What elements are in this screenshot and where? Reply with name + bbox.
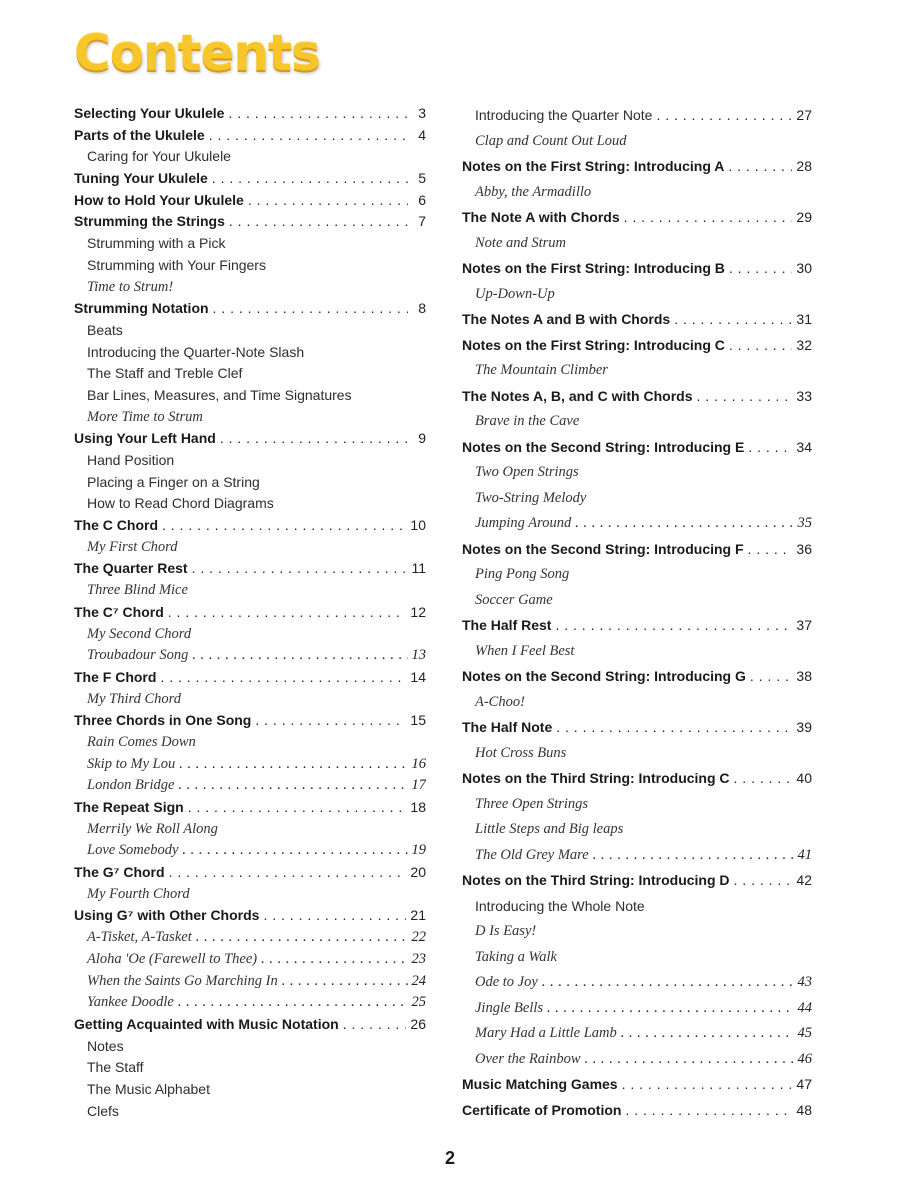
dot-leader [162,515,406,537]
toc-entry-title: Notes on the Second String: Introducing E [462,438,745,455]
dot-leader [169,862,407,884]
dot-leader [624,205,793,231]
toc-right-column [462,103,812,1123]
dot-leader [160,667,406,689]
toc-entry [462,792,812,818]
dot-leader [585,1047,794,1073]
toc-entry [74,1079,426,1101]
dot-leader [168,602,407,624]
toc-entry-title: The Mountain Climber [475,362,608,378]
toc-entry-page: 27 [796,107,812,123]
toc-entry-title: Three Blind Mice [87,582,188,599]
toc-entry-title: Taking a Walk [475,948,557,965]
toc-entry-page: 19 [411,842,426,859]
dot-leader [196,927,408,949]
dot-leader [192,645,407,667]
toc-entry [74,971,426,993]
toc-entry-title: Time to Strum! [87,278,174,295]
dot-leader [192,558,408,580]
dot-leader [282,971,408,993]
toc-entry [74,558,426,580]
toc-entry-page: 21 [410,907,426,924]
toc-entry-title: A-Choo! [475,693,525,710]
dot-leader [228,103,408,125]
dot-leader [748,435,792,461]
toc-entry [74,689,426,711]
dot-leader [248,190,408,212]
dot-leader [212,168,408,190]
toc-entry-title: The Repeat Sign [74,799,184,815]
toc-entry [74,537,426,559]
toc-entry-title: The C⁷ Chord [74,603,164,620]
toc-entry-title: Clefs [87,1102,119,1119]
toc-entry-page: 22 [411,929,426,946]
toc-entry [74,927,426,949]
toc-entry-page: 39 [796,719,812,735]
toc-entry-page: 41 [797,846,812,863]
dot-leader [729,333,793,359]
toc-entry-page: 18 [410,799,426,815]
toc-entry-title: Beats [87,321,123,338]
toc-entry-title: Notes on the Third String: Introducing C [462,770,730,786]
toc-entry-title: Yankee Doodle [87,994,174,1011]
toc-entry-title: Little Steps and Big leaps [475,821,624,837]
toc-entry-title: Merrily We Roll Along [87,820,218,837]
toc-entry-page: 34 [796,438,812,455]
toc-entry [462,690,812,716]
toc-entry [74,103,426,125]
toc-entry-page: 5 [418,170,426,187]
toc-entry-page: 37 [796,617,812,633]
toc-entry-title: Strumming with a Pick [87,235,226,252]
toc-entry-page: 14 [410,668,426,685]
toc-entry-title: Placing a Finger on a String [87,473,260,490]
toc-entry-title: How to Read Chord Diagrams [87,495,274,512]
toc-entry [74,624,426,646]
toc-entry [462,766,812,792]
toc-entry-title: Strumming Notation [74,300,209,317]
toc-entry-title: Notes [87,1037,124,1054]
toc-entry [462,1047,812,1073]
toc-entry [74,320,426,342]
toc-entry-title: The Notes A and B with Chords [462,311,671,327]
toc-entry-page: 32 [796,336,812,353]
toc-entry [74,754,426,776]
toc-entry-page: 47 [796,1076,812,1092]
toc-entry [462,715,812,741]
dot-leader [179,754,407,776]
toc-entry-title: The Note A with Chords [462,209,620,225]
toc-entry-page: 48 [796,1101,812,1118]
toc-entry-title: Two-String Melody [475,489,587,506]
toc-entry-title: Note and Strum [475,234,567,251]
toc-entry-title: Hot Cross Buns [475,744,567,761]
toc-entry-title: Notes on the First String: Introducing C [462,336,725,353]
toc-entry [74,428,426,450]
toc-entry-page: 8 [418,300,426,317]
toc-entry-page: 38 [796,668,812,684]
toc-entry [74,342,426,364]
dot-leader [209,125,408,147]
toc-entry-title: Parts of the Ukulele [74,126,205,143]
toc-entry-title: When the Saints Go Marching In [87,972,278,989]
toc-entry-title: Certificate of Promotion [462,1101,622,1118]
toc-entry-title: The Notes A, B, and C with Chords [462,387,693,404]
toc-entry [462,435,812,461]
toc-entry-title: Getting Acquainted with Music Notation [74,1015,339,1032]
toc-entry-page: 10 [410,517,426,534]
dot-leader [697,384,793,410]
toc-entry-title: Over the Rainbow [475,1050,581,1067]
toc-entry-page: 31 [796,311,812,327]
toc-entry-title: Selecting Your Ukulele [74,105,225,121]
dot-leader [622,1072,793,1098]
toc-entry-title: Ping Pong Song [475,566,570,582]
toc-entry [74,146,426,168]
dot-leader [729,256,793,282]
toc-entry [74,819,426,841]
toc-entry-title: Clap and Count Out Loud [475,132,627,149]
toc-entry [462,180,812,206]
toc-entry [462,205,812,231]
toc-entry-page: 42 [796,872,812,888]
toc-entry-title: When I Feel Best [475,642,575,659]
dot-leader [575,511,793,537]
toc-entry-title: My Second Chord [87,625,192,642]
toc-entry [462,1072,812,1098]
page-title: Contents [74,24,320,82]
toc-entry-page: 3 [418,105,426,121]
toc-entry [74,840,426,862]
toc-entry-title: Rain Comes Down [87,733,196,750]
toc-entry [74,949,426,971]
toc-entry-page: 35 [797,515,812,531]
toc-entry-page: 11 [411,560,426,577]
toc-entry [462,511,812,537]
toc-entry-title: Up-Down-Up [475,285,555,302]
toc-entry [74,407,426,429]
toc-entry-title: The C Chord [74,517,158,534]
dot-leader [748,537,793,563]
dot-leader [625,1098,792,1124]
toc-entry [462,588,812,614]
toc-entry-title: Notes on the Second String: Introducing F [462,540,744,557]
toc-entry-title: Troubadour Song [87,647,189,664]
dot-leader [542,970,794,996]
dot-leader [674,307,792,333]
toc-entry [74,493,426,515]
toc-entry-title: Using G⁷ with Other Chords [74,907,260,924]
toc-entry [74,602,426,624]
toc-entry [74,905,426,927]
toc-entry-title: The F Chord [74,668,157,685]
toc-entry [462,741,812,767]
toc-entry-page: 13 [411,647,426,664]
toc-entry [462,129,812,155]
toc-entry-title: Abby, the Armadillo [475,183,592,200]
toc-entry [462,256,812,282]
toc-entry-title: The Music Alphabet [87,1080,210,1097]
toc-entry [462,639,812,665]
toc-entry-title: Tuning Your Ukulele [74,170,208,187]
toc-entry-page: 15 [410,712,426,729]
toc-entry-title: The G⁷ Chord [74,864,165,881]
dot-leader [656,103,792,129]
toc-entry-title: The Staff [87,1059,144,1076]
toc-entry [74,298,426,320]
toc-entry-title: Mary Had a Little Lamb [475,1025,617,1041]
toc-entry [462,996,812,1022]
toc-entry [74,363,426,385]
toc-entry [74,472,426,494]
toc-entry [74,862,426,884]
toc-entry [74,385,426,407]
toc-entry-title: Notes on the Third String: Introducing D [462,872,730,888]
toc-entry-title: The Half Note [462,719,553,735]
toc-entry-page: 46 [797,1050,812,1067]
toc-entry-title: Two Open Strings [475,464,579,480]
toc-entry [462,358,812,384]
toc-entry [462,537,812,563]
toc-entry-title: Notes on the First String: Introducing A [462,158,725,174]
toc-entry [74,255,426,277]
toc-entry [462,1021,812,1047]
toc-entry-title: Music Matching Games [462,1076,618,1092]
toc-entry-page: 33 [796,387,812,404]
toc-entry-title: Love Somebody [87,842,179,859]
page-number: 2 [444,1148,455,1168]
dot-leader [220,428,408,450]
toc-entry-title: Introducing the Whole Note [475,897,645,914]
dot-leader [178,992,408,1014]
toc-entry [74,168,426,190]
toc-entry [462,919,812,945]
toc-entry-title: Notes on the First String: Introducing B [462,260,725,276]
dot-leader [263,905,406,927]
toc-entry [462,562,812,588]
dot-leader [213,298,408,320]
toc-entry-page: 25 [411,994,426,1011]
toc-entry [74,277,426,299]
toc-entry-page: 17 [411,777,426,794]
toc-entry [74,1101,426,1123]
toc-entry [74,797,426,819]
toc-entry-page: 28 [796,158,812,174]
toc-entry-title: Strumming the Strings [74,213,225,230]
toc-entry-title: Caring for Your Ukulele [87,148,231,165]
toc-entry-page: 23 [411,950,426,967]
toc-entry-title: Strumming with Your Fingers [87,256,266,273]
toc-entry [462,460,812,486]
toc-entry-page: 40 [796,770,812,786]
toc-entry-page: 16 [411,755,426,772]
toc-entry-title: Three Open Strings [475,795,589,812]
toc-entry-title: D Is Easy! [475,923,537,939]
toc-entry [462,613,812,639]
toc-entry-title: My Fourth Chord [87,885,190,902]
toc-entry [74,1057,426,1079]
toc-entry-page: 4 [418,126,426,143]
toc-entry-page: 24 [411,972,426,989]
toc-entry [462,103,812,129]
toc-entry [462,817,812,843]
toc-entry-title: Brave in the Cave [475,413,580,429]
toc-entry [462,970,812,996]
toc-entry [74,645,426,667]
toc-entry [74,1014,426,1036]
toc-entry [462,282,812,308]
toc-entry-title: Skip to My Lou [87,755,176,772]
toc-entry [74,450,426,472]
toc-entry-title: The Quarter Rest [74,560,188,577]
toc-entry-title: Ode to Joy [475,974,538,990]
toc-entry-page: 44 [797,999,812,1016]
toc-entry-page: 26 [410,1015,426,1032]
dot-leader [188,797,407,819]
toc-entry [74,667,426,689]
toc-entry-page: 36 [796,540,812,557]
toc-entry [74,884,426,906]
toc-entry [74,775,426,797]
toc-entry-page: 9 [418,430,426,447]
toc-entry [74,580,426,602]
dot-leader [734,766,793,792]
toc-entry-title: How to Hold Your Ukulele [74,191,244,208]
toc-entry [462,333,812,359]
toc-entry-title: Jumping Around [475,515,572,531]
toc-entry [462,486,812,512]
toc-entry-title: My First Chord [87,538,178,555]
toc-entry-title: Introducing the Quarter Note [475,107,653,123]
toc-entry-title: Jingle Bells [475,999,544,1016]
toc-entry-title: Hand Position [87,452,175,468]
toc-left-column [74,103,426,1122]
dot-leader [255,710,406,732]
toc-entry [74,211,426,233]
toc-entry [74,515,426,537]
toc-entry [462,409,812,435]
toc-entry [462,868,812,894]
toc-entry-title: Soccer Game [475,591,553,608]
toc-entry-page: 12 [410,603,426,620]
toc-entry-title: The Old Grey Mare [475,846,589,863]
toc-entry-title: The Half Rest [462,617,552,633]
toc-entry [462,154,812,180]
dot-leader [547,996,793,1022]
toc-entry [462,664,812,690]
dot-leader [343,1014,407,1036]
toc-entry [462,843,812,869]
dot-leader [621,1021,794,1047]
toc-entry-page: 7 [418,213,426,230]
toc-entry-title: Aloha 'Oe (Farewell to Thee) [87,950,258,967]
toc-entry-title: More Time to Strum [87,408,203,425]
toc-entry-title: Using Your Left Hand [74,430,216,447]
toc-entry-title: A-Tisket, A-Tasket [87,929,192,946]
toc-entry-title: Three Chords in One Song [74,712,252,729]
dot-leader [182,840,407,862]
dot-leader [556,715,792,741]
toc-entry-page: 20 [410,864,426,881]
dot-leader [734,868,793,894]
toc-entry [462,945,812,971]
dot-leader [261,949,407,971]
toc-entry-page: 43 [797,974,812,990]
toc-entry [74,190,426,212]
toc-entry [74,992,426,1014]
toc-entry-page: 30 [796,260,812,276]
toc-entry-title: London Bridge [87,777,175,794]
toc-entry [74,125,426,147]
toc-entry [74,710,426,732]
toc-entry-page: 45 [797,1025,812,1041]
toc-entry [74,1036,426,1058]
dot-leader [728,154,792,180]
toc-entry-title: Bar Lines, Measures, and Time Signatures [87,386,352,403]
toc-entry-page: 6 [418,191,426,208]
toc-entry [462,307,812,333]
toc-entry [462,231,812,257]
dot-leader [229,211,408,233]
dot-leader [750,664,793,690]
dot-leader [178,775,407,797]
toc-entry-title: Introducing the Quarter-Note Slash [87,343,305,360]
toc-entry-title: Notes on the Second String: Introducing G [462,668,746,684]
dot-leader [555,613,792,639]
toc-entry-page: 29 [796,209,812,225]
toc-entry [462,384,812,410]
toc-entry-title: The Staff and Treble Clef [87,365,243,382]
dot-leader [593,843,794,869]
toc-entry [462,894,812,920]
toc-entry [74,732,426,754]
toc-entry-title: My Third Chord [87,690,181,707]
toc-entry [462,1098,812,1124]
toc-entry [74,233,426,255]
